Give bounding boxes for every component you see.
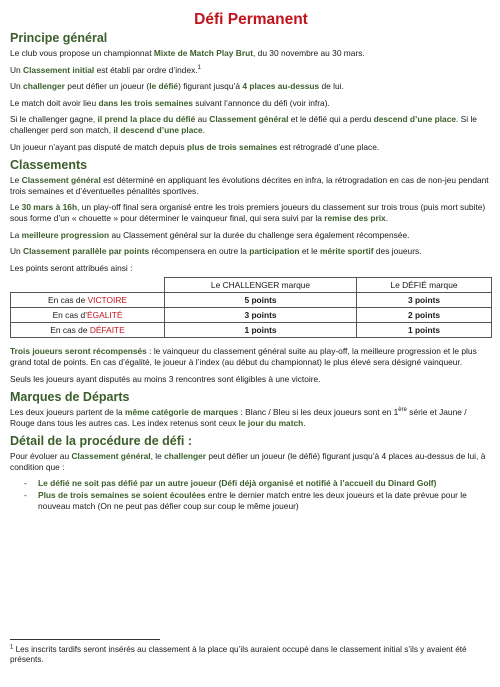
footnote: $^1$ Les inscrits tardifs seront insérés au classement à la place qu’ils auraient occupé dans le classement initial s’ils y avaient été présents. xyxy=(10,644,467,665)
paragraph-classement-initial: Un Classement initial est établi par ordre d’index.$^1$ xyxy=(10,64,201,75)
table-header-defie: Le DÉFIÉ marque xyxy=(357,278,492,293)
table-row-victoire xyxy=(11,293,492,308)
table-cell-challenger: 3 points xyxy=(165,308,357,323)
paragraph-eligibilite: Seuls les joueurs ayant disputés au moins 3 rencontres sont éligibles à une victoire. xyxy=(10,373,321,384)
section-heading-marques: Marques de Départs xyxy=(10,390,130,405)
table-header-challenger: Le CHALLENGER marque xyxy=(165,278,357,293)
section-heading-classements: Classements xyxy=(10,158,88,173)
paragraph-recompenses: Trois joueurs seront récompensés : le vainqueur du classement général suite au play-off, la meilleure progression et le plus grand total de points. En cas d’égalité, le joueur à l’index (au début du championnat) le plus élevé sera désigné vainqueur. xyxy=(10,346,477,367)
paragraph-points-intro: Les points seront attribués ainsi : xyxy=(10,262,133,273)
table-corner xyxy=(11,278,165,293)
paragraph-play-off: Le 30 mars à 16h, un play-off final sera organisé entre les trois premiers joueurs du classement sur trois trous (puis mort subite) sous forme d’un « chouette » pour déterminer le vainqueur final, qui sera suivi par la remise des prix. xyxy=(10,202,486,223)
list-item: - Le défié ne soit pas défié par un autre joueur (Défi déjà organisé et notifié à l’accueil du Dinard Golf) xyxy=(24,478,437,489)
section-heading-procedure: Détail de la procédure de défi : xyxy=(10,434,192,449)
table-cell-defie: 2 points xyxy=(357,308,492,323)
points-table xyxy=(10,277,492,338)
table-cell-defie: 1 points xyxy=(357,323,492,338)
paragraph-delai: Le match doit avoir lieu dans les trois semaines suivant l’annonce du défi (voir infra). xyxy=(10,97,330,108)
footnote-divider xyxy=(10,639,160,640)
paragraph-intro: Le club vous propose un championnat Mixte de Match Play Brut, du 30 novembre au 30 mars. xyxy=(10,48,365,58)
conditions-list xyxy=(10,478,492,511)
footnote-ref: 1 xyxy=(197,64,201,71)
document-page xyxy=(10,0,492,517)
table-row-defaite xyxy=(11,323,492,338)
table-cell-defie: 3 points xyxy=(357,293,492,308)
table-row-label: En cas d’ÉGALITÉ xyxy=(11,308,165,323)
paragraph-marques: Les deux joueurs partent de la même catégorie de marques : Blanc / Bleu si les deux joueurs sont en 1ère série et Jaune / Rouge dans tous les autres cas. Les index retenus sont ceux le jour du match. xyxy=(10,407,467,428)
table-row-label: En cas de DÉFAITE xyxy=(11,323,165,338)
table-cell-challenger: 1 points xyxy=(165,323,357,338)
paragraph-classement-general: Le Classement général est déterminé en appliquant les évolutions décrites en infra, la rétrogradation en cas de non-jeu pendant trois semaines et d’éventuelles pénalités sportives. xyxy=(10,175,489,196)
paragraph-resultat: Si le challenger gagne, il prend la place du défié au Classement général et le défié qui a perdu descend d’une place. Si le challenger perd son match, il descend d’une place. xyxy=(10,114,477,135)
paragraph-classement-points: Un Classement parallèle par points récompensera en outre la participation et le mérite sportif des joueurs. xyxy=(10,246,422,257)
table-cell-challenger: 5 points xyxy=(165,293,357,308)
points-table-header xyxy=(11,278,492,293)
section-heading-principe: Principe général xyxy=(10,31,108,45)
paragraph-challenger: Un challenger peut défier un joueur (le défié) figurant jusqu’à 4 places au-dessus de lui. xyxy=(10,81,344,92)
list-item: - Plus de trois semaines se soient écoulées entre le dernier match entre les deux joueurs et la date prévue pour le nouveau match (On ne peut pas défier coup sur coup le même joueur) xyxy=(24,490,467,511)
table-row-label: En cas de VICTOIRE xyxy=(11,293,165,308)
table-row-egalite xyxy=(11,308,492,323)
paragraph-procedure: Pour évoluer au Classement général, le challenger peut défier un joueur (le défié) figurant jusqu’à 4 places au-dessus de lui, à condition que : xyxy=(10,451,486,472)
paragraph-progression: La meilleure progression au Classement général sur la durée du challenge sera également récompensée. xyxy=(10,229,410,240)
document-title: Défi Permanent xyxy=(194,11,308,28)
paragraph-retrogradation: Un joueur n’ayant pas disputé de match depuis plus de trois semaines est rétrogradé d’une place. xyxy=(10,141,380,152)
